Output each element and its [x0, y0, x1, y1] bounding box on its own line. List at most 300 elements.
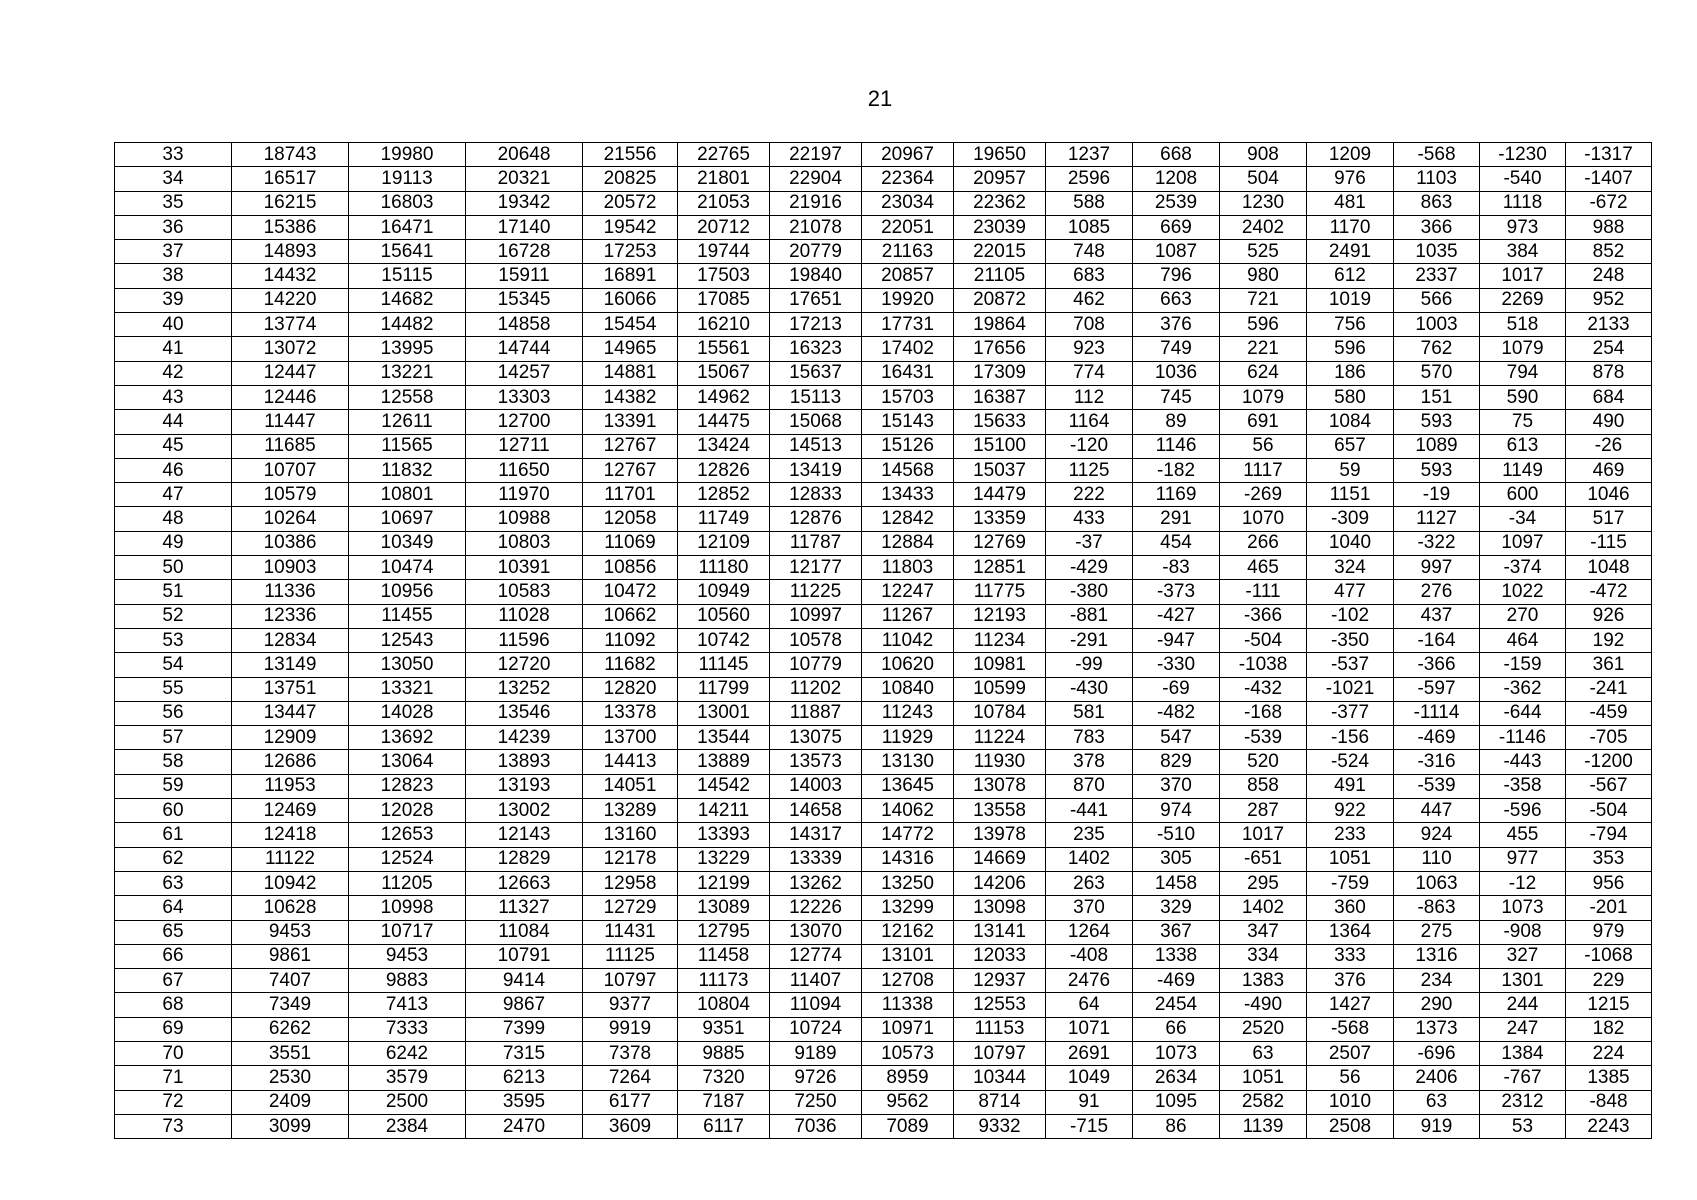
table-cell: 10599: [954, 677, 1046, 701]
table-cell: 10797: [583, 969, 678, 993]
table-row: [115, 920, 1652, 944]
table-cell: 224: [1566, 1041, 1652, 1065]
table-cell: 2530: [232, 1066, 349, 1090]
table-cell: 7089: [862, 1114, 954, 1138]
table-cell: 11799: [678, 677, 770, 701]
table-cell: 21078: [770, 215, 862, 239]
table-row: [115, 799, 1652, 823]
row-index-cell: 45: [115, 434, 232, 458]
table-cell: 22015: [954, 240, 1046, 264]
table-row: [115, 313, 1652, 337]
table-cell: 14062: [862, 799, 954, 823]
table-cell: -102: [1307, 604, 1394, 628]
table-row: [115, 458, 1652, 482]
table-cell: 13289: [583, 799, 678, 823]
table-cell: 329: [1133, 896, 1220, 920]
row-index-cell: 40: [115, 313, 232, 337]
table-cell: 11832: [349, 458, 466, 482]
table-cell: -377: [1307, 701, 1394, 725]
table-cell: 1070: [1220, 507, 1307, 531]
table-cell: 186: [1307, 361, 1394, 385]
table-cell: -26: [1566, 434, 1652, 458]
table-cell: 2384: [349, 1114, 466, 1138]
table-cell: 10988: [466, 507, 583, 531]
table-cell: 14744: [466, 337, 583, 361]
table-cell: 997: [1394, 556, 1480, 580]
table-cell: 11953: [232, 774, 349, 798]
row-index-cell: 38: [115, 264, 232, 288]
table-cell: -380: [1046, 580, 1133, 604]
table-cell: 14432: [232, 264, 349, 288]
table-cell: 683: [1046, 264, 1133, 288]
table-cell: 9453: [232, 920, 349, 944]
table-cell: 6213: [466, 1066, 583, 1090]
table-cell: -374: [1480, 556, 1566, 580]
table-cell: -469: [1133, 969, 1220, 993]
table-cell: 16066: [583, 288, 678, 312]
table-cell: 1364: [1307, 920, 1394, 944]
table-cell: 14772: [862, 823, 954, 847]
table-cell: 2337: [1394, 264, 1480, 288]
table-cell: 17253: [583, 240, 678, 264]
table-cell: 12686: [232, 750, 349, 774]
table-cell: -408: [1046, 944, 1133, 968]
row-index-cell: 53: [115, 628, 232, 652]
table-cell: 774: [1046, 361, 1133, 385]
table-cell: -430: [1046, 677, 1133, 701]
table-cell: 926: [1566, 604, 1652, 628]
table-cell: 1208: [1133, 167, 1220, 191]
table-cell: 376: [1307, 969, 1394, 993]
table-cell: 1146: [1133, 434, 1220, 458]
table-cell: 3551: [232, 1041, 349, 1065]
table-cell: -168: [1220, 701, 1307, 725]
table-cell: 2634: [1133, 1066, 1220, 1090]
table-cell: 1383: [1220, 969, 1307, 993]
table-cell: 974: [1133, 799, 1220, 823]
table-cell: 13160: [583, 823, 678, 847]
table-cell: 15143: [862, 410, 954, 434]
table-cell: 266: [1220, 531, 1307, 555]
table-cell: 7320: [678, 1066, 770, 1090]
row-index-cell: 51: [115, 580, 232, 604]
table-cell: 980: [1220, 264, 1307, 288]
table-cell: 19744: [678, 240, 770, 264]
table-cell: 12558: [349, 385, 466, 409]
table-cell: 370: [1133, 774, 1220, 798]
table-cell: 15633: [954, 410, 1046, 434]
table-cell: 613: [1480, 434, 1566, 458]
table-cell: 11327: [466, 896, 583, 920]
table-cell: 10742: [678, 628, 770, 652]
table-cell: 13645: [862, 774, 954, 798]
table-row: [115, 726, 1652, 750]
table-cell: 86: [1133, 1114, 1220, 1138]
table-cell: 462: [1046, 288, 1133, 312]
table-cell: 16728: [466, 240, 583, 264]
table-cell: 1169: [1133, 483, 1220, 507]
table-cell: 13433: [862, 483, 954, 507]
table-cell: 11458: [678, 944, 770, 968]
table-cell: -537: [1307, 653, 1394, 677]
table-cell: -241: [1566, 677, 1652, 701]
table-cell: 13075: [770, 726, 862, 750]
table-cell: -597: [1394, 677, 1480, 701]
table-cell: 3609: [583, 1114, 678, 1138]
table-cell: 16803: [349, 191, 466, 215]
table-cell: 14239: [466, 726, 583, 750]
table-cell: -316: [1394, 750, 1480, 774]
table-cell: 17140: [466, 215, 583, 239]
row-index-cell: 39: [115, 288, 232, 312]
table-cell: -759: [1307, 871, 1394, 895]
row-index-cell: 46: [115, 458, 232, 482]
table-cell: 12143: [466, 823, 583, 847]
table-cell: 1040: [1307, 531, 1394, 555]
table-cell: 12663: [466, 871, 583, 895]
table-cell: 1209: [1307, 143, 1394, 167]
table-cell: 1089: [1394, 434, 1480, 458]
table-cell: 12109: [678, 531, 770, 555]
table-cell: 13447: [232, 701, 349, 725]
table-cell: 14028: [349, 701, 466, 725]
table-cell: 7407: [232, 969, 349, 993]
table-cell: 13378: [583, 701, 678, 725]
table-cell: 684: [1566, 385, 1652, 409]
table-cell: 7349: [232, 993, 349, 1017]
table-cell: 20872: [954, 288, 1046, 312]
table-cell: 12446: [232, 385, 349, 409]
table-cell: 783: [1046, 726, 1133, 750]
table-cell: 233: [1307, 823, 1394, 847]
table-cell: 1338: [1133, 944, 1220, 968]
table-cell: -715: [1046, 1114, 1133, 1138]
table-cell: -182: [1133, 458, 1220, 482]
table-cell: 919: [1394, 1114, 1480, 1138]
table-cell: 13303: [466, 385, 583, 409]
table-cell: 11447: [232, 410, 349, 434]
table-cell: 22904: [770, 167, 862, 191]
row-index-cell: 47: [115, 483, 232, 507]
table-cell: 12611: [349, 410, 466, 434]
table-cell: 6117: [678, 1114, 770, 1138]
table-row: [115, 993, 1652, 1017]
table-cell: 14858: [466, 313, 583, 337]
table-cell: 1384: [1480, 1041, 1566, 1065]
table-cell: 749: [1133, 337, 1220, 361]
table-cell: 13546: [466, 701, 583, 725]
table-row: [115, 896, 1652, 920]
table-cell: 973: [1480, 215, 1566, 239]
table-cell: 13893: [466, 750, 583, 774]
table-cell: 13098: [954, 896, 1046, 920]
table-cell: 12852: [678, 483, 770, 507]
table-cell: 367: [1133, 920, 1220, 944]
table-cell: 596: [1307, 337, 1394, 361]
row-index-cell: 43: [115, 385, 232, 409]
table-body: [115, 143, 1652, 1139]
table-cell: -362: [1480, 677, 1566, 701]
table-cell: 14669: [954, 847, 1046, 871]
table-row: [115, 361, 1652, 385]
table-cell: 13252: [466, 677, 583, 701]
table-cell: 12820: [583, 677, 678, 701]
table-cell: 10797: [954, 1041, 1046, 1065]
table-cell: 20648: [466, 143, 583, 167]
table-cell: 14542: [678, 774, 770, 798]
table-cell: 11202: [770, 677, 862, 701]
table-cell: 1458: [1133, 871, 1220, 895]
table-row: [115, 677, 1652, 701]
table-cell: 10981: [954, 653, 1046, 677]
table-cell: 1051: [1307, 847, 1394, 871]
table-cell: 9453: [349, 944, 466, 968]
row-index-cell: 55: [115, 677, 232, 701]
table-cell: 10579: [232, 483, 349, 507]
table-cell: 6262: [232, 1017, 349, 1041]
table-cell: 276: [1394, 580, 1480, 604]
table-cell: 14482: [349, 313, 466, 337]
table-cell: -568: [1307, 1017, 1394, 1041]
table-row: [115, 628, 1652, 652]
table-cell: 21556: [583, 143, 678, 167]
table-cell: 612: [1307, 264, 1394, 288]
table-cell: -524: [1307, 750, 1394, 774]
table-cell: 2507: [1307, 1041, 1394, 1065]
table-cell: 17402: [862, 337, 954, 361]
table-cell: -373: [1133, 580, 1220, 604]
table-cell: -83: [1133, 556, 1220, 580]
table-cell: 10391: [466, 556, 583, 580]
table-cell: 21801: [678, 167, 770, 191]
row-index-cell: 58: [115, 750, 232, 774]
row-index-cell: 34: [115, 167, 232, 191]
table-cell: 14317: [770, 823, 862, 847]
table-cell: 63: [1220, 1041, 1307, 1065]
table-cell: 12447: [232, 361, 349, 385]
row-index-cell: 62: [115, 847, 232, 871]
table-cell: 1046: [1566, 483, 1652, 507]
table-cell: 324: [1307, 556, 1394, 580]
table-cell: 11173: [678, 969, 770, 993]
table-cell: 13995: [349, 337, 466, 361]
table-cell: 14479: [954, 483, 1046, 507]
table-cell: 504: [1220, 167, 1307, 191]
table-cell: 182: [1566, 1017, 1652, 1041]
table-cell: -472: [1566, 580, 1652, 604]
table-cell: 796: [1133, 264, 1220, 288]
table-cell: 13978: [954, 823, 1046, 847]
table-cell: 870: [1046, 774, 1133, 798]
table-cell: 7333: [349, 1017, 466, 1041]
table-cell: 10724: [770, 1017, 862, 1041]
table-cell: 11930: [954, 750, 1046, 774]
table-cell: 829: [1133, 750, 1220, 774]
table-cell: 327: [1480, 944, 1566, 968]
table-cell: 20825: [583, 167, 678, 191]
table-cell: 91: [1046, 1090, 1133, 1114]
table-cell: 11243: [862, 701, 954, 725]
table-cell: 9861: [232, 944, 349, 968]
table-cell: 9414: [466, 969, 583, 993]
table-cell: 977: [1480, 847, 1566, 871]
table-cell: 14475: [678, 410, 770, 434]
table-cell: 491: [1307, 774, 1394, 798]
table-cell: 10578: [770, 628, 862, 652]
table-cell: 10784: [954, 701, 1046, 725]
table-cell: 110: [1394, 847, 1480, 871]
table-cell: -99: [1046, 653, 1133, 677]
table-cell: 295: [1220, 871, 1307, 895]
table-cell: 11338: [862, 993, 954, 1017]
table-cell: 12469: [232, 799, 349, 823]
table-cell: 56: [1307, 1066, 1394, 1090]
table-cell: 465: [1220, 556, 1307, 580]
row-index-cell: 60: [115, 799, 232, 823]
table-cell: 7036: [770, 1114, 862, 1138]
table-cell: 12177: [770, 556, 862, 580]
table-cell: -1230: [1480, 143, 1566, 167]
table-cell: 976: [1307, 167, 1394, 191]
table-cell: 9919: [583, 1017, 678, 1041]
table-cell: -291: [1046, 628, 1133, 652]
table-cell: 287: [1220, 799, 1307, 823]
table-cell: 13078: [954, 774, 1046, 798]
table-cell: 10697: [349, 507, 466, 531]
table-cell: 668: [1133, 143, 1220, 167]
table-cell: 748: [1046, 240, 1133, 264]
table-cell: 1149: [1480, 458, 1566, 482]
table-cell: 334: [1220, 944, 1307, 968]
table-cell: -848: [1566, 1090, 1652, 1114]
table-cell: 477: [1307, 580, 1394, 604]
table-cell: 10856: [583, 556, 678, 580]
table-cell: 21105: [954, 264, 1046, 288]
table-cell: 2596: [1046, 167, 1133, 191]
row-index-cell: 69: [115, 1017, 232, 1041]
table-cell: 2312: [1480, 1090, 1566, 1114]
table-cell: 234: [1394, 969, 1480, 993]
table-cell: 13751: [232, 677, 349, 701]
table-cell: 1073: [1133, 1041, 1220, 1065]
table-row: [115, 823, 1652, 847]
table-cell: 1035: [1394, 240, 1480, 264]
table-cell: 53: [1480, 1114, 1566, 1138]
table-cell: -358: [1480, 774, 1566, 798]
table-cell: 15345: [466, 288, 583, 312]
table-cell: 593: [1394, 458, 1480, 482]
table-cell: 19840: [770, 264, 862, 288]
row-index-cell: 71: [115, 1066, 232, 1090]
table-cell: -269: [1220, 483, 1307, 507]
table-row: [115, 750, 1652, 774]
table-cell: 14206: [954, 871, 1046, 895]
table-cell: -1317: [1566, 143, 1652, 167]
table-cell: -539: [1220, 726, 1307, 750]
table-cell: 9726: [770, 1066, 862, 1090]
table-cell: 19920: [862, 288, 954, 312]
table-cell: 1215: [1566, 993, 1652, 1017]
table-cell: 2402: [1220, 215, 1307, 239]
table-cell: 12842: [862, 507, 954, 531]
table-cell: 3595: [466, 1090, 583, 1114]
table-cell: 89: [1133, 410, 1220, 434]
row-index-cell: 44: [115, 410, 232, 434]
table-cell: -1200: [1566, 750, 1652, 774]
table-cell: 1127: [1394, 507, 1480, 531]
table-cell: 13419: [770, 458, 862, 482]
table-cell: 1103: [1394, 167, 1480, 191]
table-cell: -37: [1046, 531, 1133, 555]
table-cell: -366: [1220, 604, 1307, 628]
table-cell: 1264: [1046, 920, 1133, 944]
table-cell: 1139: [1220, 1114, 1307, 1138]
table-cell: 361: [1566, 653, 1652, 677]
table-cell: 1402: [1220, 896, 1307, 920]
table-cell: 14316: [862, 847, 954, 871]
table-cell: -644: [1480, 701, 1566, 725]
table-cell: 1237: [1046, 143, 1133, 167]
table-cell: 454: [1133, 531, 1220, 555]
row-index-cell: 64: [115, 896, 232, 920]
table-cell: 14220: [232, 288, 349, 312]
table-cell: 1125: [1046, 458, 1133, 482]
table-cell: 13001: [678, 701, 770, 725]
row-index-cell: 63: [115, 871, 232, 895]
table-cell: 13424: [678, 434, 770, 458]
table-cell: 2470: [466, 1114, 583, 1138]
table-cell: 244: [1480, 993, 1566, 1017]
table-cell: 11153: [954, 1017, 1046, 1041]
table-cell: 17213: [770, 313, 862, 337]
table-cell: 13774: [232, 313, 349, 337]
table-cell: 12958: [583, 871, 678, 895]
table-cell: -350: [1307, 628, 1394, 652]
table-cell: 1003: [1394, 313, 1480, 337]
data-table: [114, 142, 1652, 1139]
table-cell: 663: [1133, 288, 1220, 312]
table-cell: 20967: [862, 143, 954, 167]
table-cell: 15113: [770, 385, 862, 409]
table-cell: 15100: [954, 434, 1046, 458]
table-cell: 2269: [1480, 288, 1566, 312]
table-cell: 11749: [678, 507, 770, 531]
table-cell: -651: [1220, 847, 1307, 871]
table-cell: -1038: [1220, 653, 1307, 677]
table-cell: 1402: [1046, 847, 1133, 871]
row-index-cell: 67: [115, 969, 232, 993]
table-cell: 7250: [770, 1090, 862, 1114]
table-cell: 13250: [862, 871, 954, 895]
table-cell: 908: [1220, 143, 1307, 167]
table-cell: 852: [1566, 240, 1652, 264]
table-row: [115, 167, 1652, 191]
table-row: [115, 944, 1652, 968]
table-cell: 13050: [349, 653, 466, 677]
table-cell: 13393: [678, 823, 770, 847]
table-row: [115, 143, 1652, 167]
table-cell: 13149: [232, 653, 349, 677]
table-cell: 12033: [954, 944, 1046, 968]
table-cell: 624: [1220, 361, 1307, 385]
table-cell: 16210: [678, 313, 770, 337]
table-cell: 547: [1133, 726, 1220, 750]
table-cell: 64: [1046, 993, 1133, 1017]
table-cell: 13889: [678, 750, 770, 774]
row-index-cell: 50: [115, 556, 232, 580]
table-cell: 14881: [583, 361, 678, 385]
table-cell: 14658: [770, 799, 862, 823]
